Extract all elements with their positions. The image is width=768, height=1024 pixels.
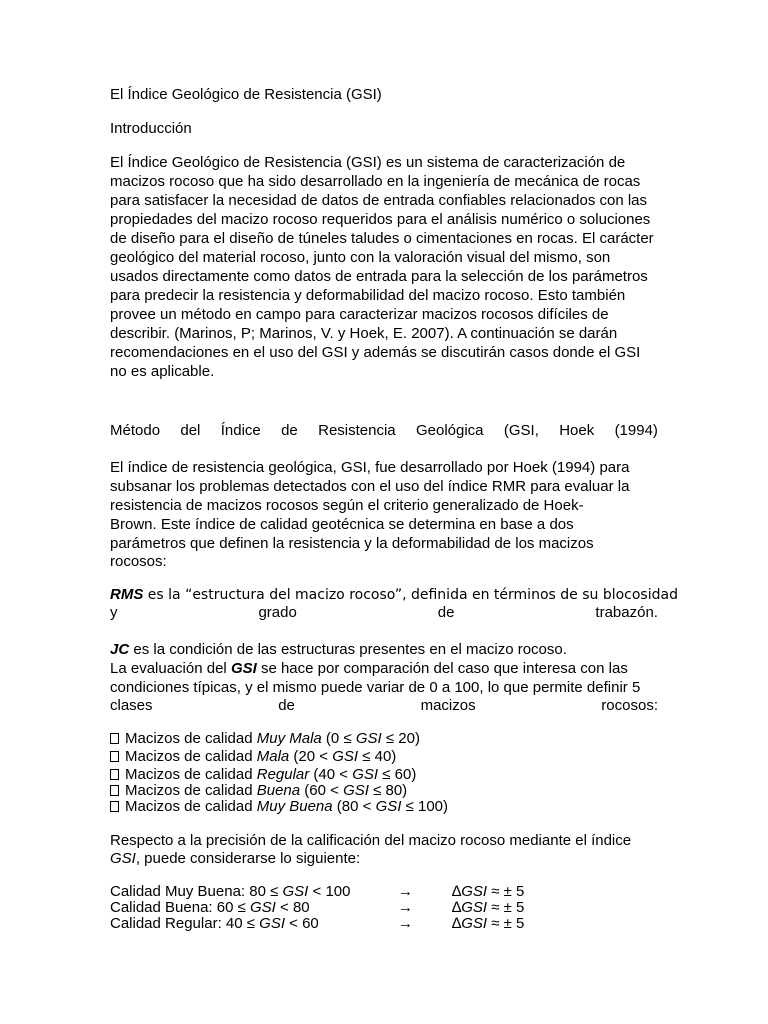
paragraph-line: describir. (Marinos, P; Marinos, V. y Hoek, E. 2007). A continuación se darán: [110, 325, 618, 342]
calc-label: Calidad Muy Buena: 80 ≤ GSI < 100: [110, 883, 351, 900]
paragraph-line: de diseño para el diseño de túneles taludes o cimentaciones en rocas. El carácter: [110, 230, 654, 247]
paragraph-line: macizos rocoso que ha sido desarrollado en la ingeniería de mecánica de rocas: [110, 173, 641, 190]
paragraph-line: GSI, puede considerarse lo siguiente:: [110, 850, 361, 867]
arrow-right-icon: →: [398, 883, 413, 900]
paragraph-line: rocosos:: [110, 553, 167, 570]
paragraph-line: para satisfacer la necesidad de datos de entrada confiables relacionados con las: [110, 192, 648, 209]
arrow-right-icon: →: [398, 899, 413, 916]
paragraph-line: usados directamente como datos de entrada para la selección de los parámetros: [110, 268, 648, 285]
calc-delta: ∆GSI ≈ ± 5: [452, 899, 525, 916]
paragraph-line: geológico del material rocoso, junto con la valoración visual del mismo, son: [110, 249, 611, 266]
bullet-box-icon: [110, 801, 119, 812]
rms-text: es la “estructura del macizo rocoso”, definida en términos de su blocosidad: [143, 587, 678, 603]
paragraph-line: propiedades del macizo rocoso requeridos para el análisis numérico o soluciones: [110, 211, 651, 228]
paragraph-line: no es aplicable.: [110, 363, 215, 380]
rms-line: [110, 585, 678, 605]
jc-line-2: La evaluación del GSI se hace por comparación del caso que interesa con las: [110, 660, 628, 677]
gsi-term: GSI: [230, 660, 257, 677]
bullet-box-icon: [110, 751, 119, 762]
list-item: Macizos de calidad Muy Mala (0 ≤ GSI ≤ 20): [110, 729, 658, 748]
paragraph-line: recomendaciones en el uso del GSI y además se discutirán casos donde el GSI: [110, 344, 641, 361]
list-item: Macizos de calidad Regular (40 < GSI ≤ 60): [110, 765, 658, 784]
paragraph-line: Respecto a la precisión de la calificación del macizo rocoso mediante el índice: [110, 832, 632, 849]
paragraph-line: El índice de resistencia geológica, GSI, fue desarrollado por Hoek (1994) para: [110, 459, 630, 476]
paragraph-line: parámetros que definen la resistencia y la deformabilidad de los macizos: [110, 535, 594, 552]
list-item: Macizos de calidad Buena (60 < GSI ≤ 80): [110, 781, 658, 800]
paragraph-line: El Índice Geológico de Resistencia (GSI) es un sistema de caracterización de: [110, 154, 626, 171]
method-heading: Método del Índice de Resistencia Geológica (GSI, Hoek (1994): [110, 422, 658, 439]
paragraph-line: provee un método en campo para caracterizar macizos rocosos difíciles de: [110, 306, 609, 323]
bullet-box-icon: [110, 785, 119, 796]
jc-line-3: condiciones típicas, y el mismo puede variar de 0 a 100, lo que permite definir 5: [110, 679, 641, 696]
calc-delta: ∆GSI ≈ ± 5: [452, 883, 525, 900]
jc-line-4: clases de macizos rocosos:: [110, 697, 658, 714]
calc-delta: ∆GSI ≈ ± 5: [452, 915, 525, 932]
paragraph-line: subsanar los problemas detectados con el uso del índice RMR para evaluar la: [110, 478, 630, 495]
calc-label: Calidad Buena: 60 ≤ GSI < 80: [110, 899, 310, 916]
list-item: Macizos de calidad Muy Buena (80 < GSI ≤ 100): [110, 797, 658, 816]
calc-label: Calidad Regular: 40 ≤ GSI < 60: [110, 915, 319, 932]
paragraph-line: para predecir la resistencia y deformabilidad del macizo rocoso. Esto también: [110, 287, 626, 304]
bullet-box-icon: [110, 733, 119, 744]
bullet-box-icon: [110, 769, 119, 780]
jc-line: JC es la condición de las estructuras presentes en el macizo rocoso.: [110, 641, 567, 658]
jc-term: JC: [110, 641, 130, 658]
arrow-right-icon: →: [398, 915, 413, 932]
paragraph-line: resistencia de macizos rocosos según el criterio generalizado de Hoek-: [110, 497, 584, 514]
document-title: El Índice Geológico de Resistencia (GSI): [110, 86, 382, 103]
list-item: Macizos de calidad Mala (20 < GSI ≤ 40): [110, 747, 658, 766]
intro-heading: Introducción: [110, 120, 192, 137]
rms-line-2: y grado de trabazón.: [110, 604, 658, 621]
paragraph-line: Brown. Este índice de calidad geotécnica se determina en base a dos: [110, 516, 574, 533]
rms-term: RMS: [110, 586, 144, 603]
